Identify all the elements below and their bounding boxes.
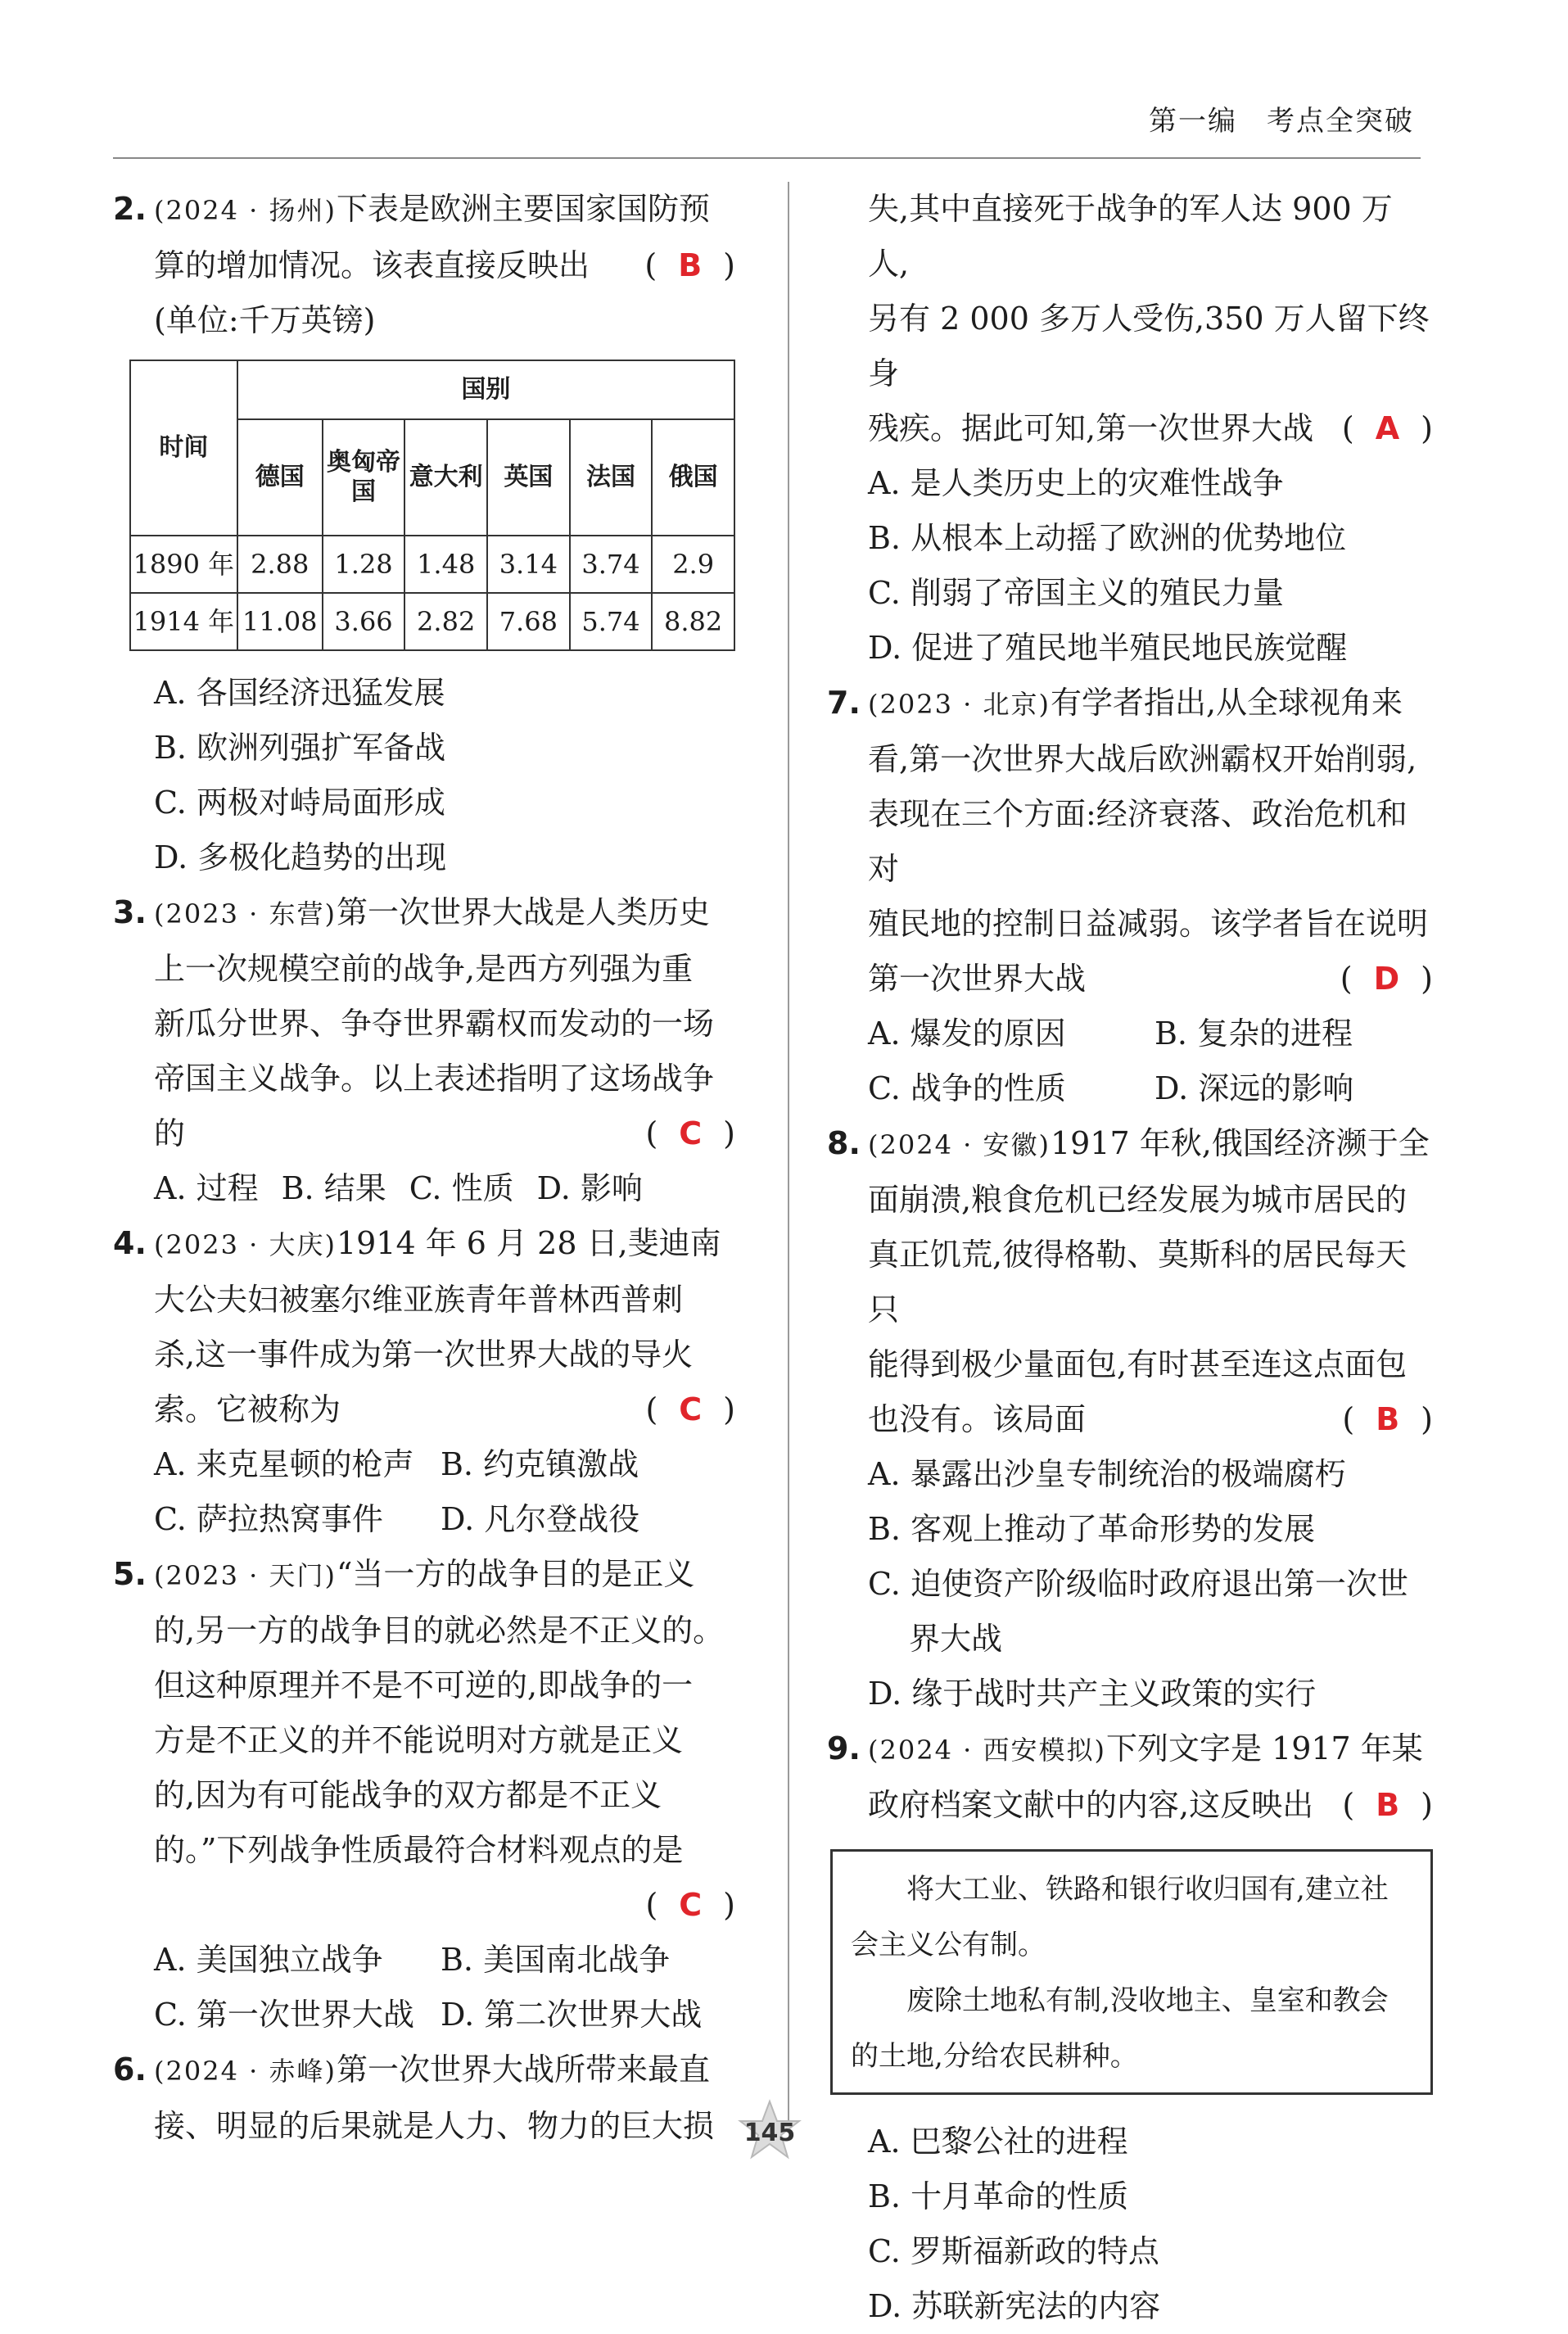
option: C. 罗斯福新政的特点 <box>868 2233 1159 2269</box>
table-cell-year: 1914 年 <box>130 593 237 650</box>
question-stem: 的 <box>154 1115 186 1151</box>
table-cell: 3.14 <box>487 536 570 593</box>
question-number: 7. <box>827 685 861 721</box>
table-cell: 1.28 <box>323 536 405 593</box>
option: C. 性质 <box>409 1170 514 1206</box>
header-part: 第一编 <box>1149 105 1237 138</box>
option: B. 从根本上动摇了欧洲的优势地位 <box>868 520 1347 556</box>
question-source: (2024 · 安徽) <box>868 1129 1051 1160</box>
answer-bracket: ( C ) <box>645 1115 735 1151</box>
question-source: (2024 · 赤峰) <box>154 2056 337 2087</box>
answer-letter: B <box>678 247 703 283</box>
question-stem: 看,第一次世界大战后欧洲霸权开始削弱, <box>868 741 1417 777</box>
question-stem: 杀,这一事件成为第一次世界大战的导火 <box>154 1337 694 1373</box>
running-header <box>1149 98 1414 138</box>
question-stem: 索。它被称为 <box>154 1391 341 1427</box>
question-6-continued <box>827 182 1433 456</box>
option: A. 爆发的原因 <box>868 1015 1066 1052</box>
question-stem: 表现在三个方面:经济衰落、政治危机和对 <box>868 796 1408 887</box>
question-number: 6. <box>113 2051 147 2087</box>
question-stem: 接、明显的后果就是人力、物力的巨大损 <box>154 2108 715 2144</box>
question-stem: 面崩溃,粮食危机已经发展为城市居民的 <box>868 1182 1408 1218</box>
option: B. 复杂的进程 <box>1155 1015 1353 1052</box>
option: C. 第一次世界大战 <box>154 1997 414 2033</box>
option-continuation: 界大战 <box>909 1621 1003 1657</box>
question-stem: 算的增加情况。该表直接反映出 <box>154 247 590 283</box>
question-2 <box>113 182 735 348</box>
option: C. 萨拉热窝事件 <box>154 1501 383 1537</box>
options-grid <box>113 1437 735 1547</box>
option: C. 两极对峙局面形成 <box>154 785 445 821</box>
table-header-country: 俄国 <box>652 419 734 536</box>
table-cell-year: 1890 年 <box>130 536 237 593</box>
answer-letter: C <box>679 1391 703 1427</box>
table-cell: 1.48 <box>404 536 487 593</box>
question-5 <box>113 1547 735 1933</box>
question-stem: 下列文字是 1917 年某 <box>1105 1730 1423 1766</box>
question-source: (2024 · 西安模拟) <box>868 1735 1106 1766</box>
quote-paragraph: 废除土地私有制,没收地主、皇室和教会的土地,分给农民耕种。 <box>851 1984 1389 2073</box>
question-stem: 第一次世界大战所带来最直 <box>336 2051 710 2087</box>
table-row <box>130 593 734 650</box>
question-stem: 新瓜分世界、争夺世界霸权而发动的一场 <box>154 1006 715 1042</box>
table-unit: (单位:千万英镑) <box>154 302 376 338</box>
question-source: (2024 · 扬州) <box>154 195 337 226</box>
option: A. 巴黎公社的进程 <box>868 2124 1128 2160</box>
question-stem: 残疾。据此可知,第一次世界大战 <box>868 410 1314 446</box>
option: B. 十月革命的性质 <box>868 2178 1129 2214</box>
quote-paragraph: 将大工业、铁路和银行收归国有,建立社会主义公有制。 <box>851 1873 1389 1961</box>
table-cell: 2.9 <box>652 536 734 593</box>
option: A. 是人类历史上的灾难性战争 <box>868 465 1284 501</box>
question-stem: 殖民地的控制日益减弱。该学者旨在说明 <box>868 906 1429 942</box>
question-stem: 第一次世界大战 <box>868 961 1087 997</box>
option: D. 深远的影响 <box>1155 1070 1354 1106</box>
question-number: 5. <box>113 1556 147 1592</box>
table-cell: 2.82 <box>404 593 487 650</box>
answer-bracket: ( B ) <box>1342 1787 1433 1823</box>
question-9 <box>827 1721 1433 1833</box>
question-stem: 能得到极少量面包,有时甚至连这点面包 <box>868 1346 1408 1382</box>
option: D. 影响 <box>536 1170 643 1206</box>
question-stem: 政府档案文献中的内容,这反映出 <box>868 1787 1314 1823</box>
question-source: (2023 · 东营) <box>154 898 337 930</box>
question-stem: 的。”下列战争性质最符合材料观点的是 <box>154 1832 684 1868</box>
question-stem: 真正饥荒,彼得格勒、莫斯科的居民每天只 <box>868 1237 1408 1328</box>
table-cell: 5.74 <box>570 593 653 650</box>
option: C. 迫使资产阶级临时政府退出第一次世 <box>868 1566 1408 1602</box>
option: A. 过程 <box>154 1170 259 1206</box>
answer-bracket: ( C ) <box>645 1887 735 1923</box>
options-grid <box>827 1006 1433 1116</box>
question-source: (2023 · 天门) <box>154 1560 337 1591</box>
column-divider <box>788 182 789 2131</box>
question-stem: 1914 年 6 月 28 日,斐迪南 <box>336 1225 721 1261</box>
answer-letter: A <box>1375 410 1400 446</box>
question-stem: 帝国主义战争。以上表述指明了这场战争 <box>154 1061 715 1097</box>
question-6 <box>113 2042 735 2154</box>
answer-letter: B <box>1376 1401 1400 1437</box>
question-number: 4. <box>113 1225 147 1261</box>
table-header-time: 时间 <box>130 360 237 536</box>
answer-bracket: ( C ) <box>645 1391 735 1427</box>
table-cell: 11.08 <box>237 593 323 650</box>
question-stem: 上一次规模空前的战争,是西方列强为重 <box>154 951 694 987</box>
question-stem: 的,因为有可能战争的双方都是不正义 <box>154 1777 662 1813</box>
question-source: (2023 · 北京) <box>868 689 1051 720</box>
question-7 <box>827 676 1433 1006</box>
answer-bracket: ( B ) <box>644 247 735 283</box>
table-cell: 8.82 <box>652 593 734 650</box>
question-stem: 有学者指出,从全球视角来 <box>1050 685 1403 721</box>
option: A. 暴露出沙皇专制统治的极端腐朽 <box>868 1456 1346 1492</box>
option: D. 多极化趋势的出现 <box>154 839 447 875</box>
question-stem: 失,其中直接死于战争的军人达 900 万人, <box>868 191 1393 282</box>
question-4 <box>113 1216 735 1437</box>
question-number: 9. <box>827 1730 861 1766</box>
question-stem: 1917 年秋,俄国经济濒于全 <box>1050 1125 1430 1161</box>
question-stem: 的,另一方的战争目的就必然是不正义的。 <box>154 1613 725 1649</box>
question-stem: 大公夫妇被塞尔维亚族青年普林西普刺 <box>154 1282 684 1318</box>
answer-bracket: ( A ) <box>1341 410 1433 446</box>
option: D. 凡尔登战役 <box>441 1501 640 1537</box>
option: B. 欧洲列强扩军备战 <box>154 730 446 766</box>
option: D. 缘于战时共产主义政策的实行 <box>868 1676 1317 1712</box>
options-row <box>113 1161 735 1216</box>
option: D. 第二次世界大战 <box>441 1997 703 2033</box>
option: A. 各国经济迅猛发展 <box>154 675 445 711</box>
question-stem: 方是不正义的并不能说明对方就是正义 <box>154 1722 684 1758</box>
option: A. 美国独立战争 <box>154 1942 383 1978</box>
option: A. 来克星顿的枪声 <box>154 1446 414 1482</box>
table-header-country: 德国 <box>237 419 323 536</box>
question-stem: 另有 2 000 多万人受伤,350 万人留下终身 <box>868 301 1430 391</box>
options-grid <box>113 1933 735 2042</box>
left-column <box>113 182 735 2154</box>
option: D. 苏联新宪法的内容 <box>868 2288 1161 2324</box>
defense-budget-table <box>129 360 735 651</box>
option: B. 客观上推动了革命形势的发展 <box>868 1511 1316 1547</box>
table-row <box>130 536 734 593</box>
option: D. 促进了殖民地半殖民地民族觉醒 <box>868 630 1348 666</box>
question-number: 2. <box>113 191 147 227</box>
question-3 <box>113 885 735 1161</box>
table-cell: 3.74 <box>570 536 653 593</box>
question-stem: 下表是欧洲主要国家国防预 <box>336 191 710 227</box>
question-stem: “当一方的战争目的是正义 <box>336 1556 695 1592</box>
question-number: 3. <box>113 894 147 930</box>
table-header-country: 意大利 <box>404 419 487 536</box>
table-header-country: 法国 <box>570 419 653 536</box>
question-stem: 也没有。该局面 <box>868 1401 1087 1437</box>
header-rule <box>113 157 1421 159</box>
answer-bracket: ( D ) <box>1340 961 1433 997</box>
option: C. 战争的性质 <box>868 1070 1066 1106</box>
page-number-badge <box>735 2098 804 2167</box>
answer-letter: C <box>679 1887 703 1923</box>
option: B. 结果 <box>281 1170 386 1206</box>
right-column <box>827 182 1433 2334</box>
question-8 <box>827 1116 1433 1447</box>
table-header-country: 英国 <box>487 419 570 536</box>
answer-letter: D <box>1373 961 1400 997</box>
page-number: 145 <box>743 2118 796 2147</box>
question-source: (2023 · 大庆) <box>154 1229 337 1260</box>
answer-letter: C <box>679 1115 703 1151</box>
question-number: 8. <box>827 1125 861 1161</box>
option: B. 约克镇激战 <box>441 1446 639 1482</box>
option: B. 美国南北战争 <box>441 1942 671 1978</box>
answer-letter: B <box>1376 1787 1400 1823</box>
option: C. 削弱了帝国主义的殖民力量 <box>868 575 1284 611</box>
table-header-country-group: 国别 <box>237 360 734 419</box>
question-stem: 但这种原理并不是不可逆的,即战争的一 <box>154 1667 694 1703</box>
table-header-country: 奥匈帝国 <box>323 419 405 536</box>
question-stem: 第一次世界大战是人类历史 <box>336 894 710 930</box>
table-cell: 7.68 <box>487 593 570 650</box>
answer-bracket: ( B ) <box>1342 1401 1433 1437</box>
header-section: 考点全突破 <box>1267 105 1414 138</box>
table-cell: 2.88 <box>237 536 323 593</box>
quote-box <box>830 1849 1433 2095</box>
table-cell: 3.66 <box>323 593 405 650</box>
